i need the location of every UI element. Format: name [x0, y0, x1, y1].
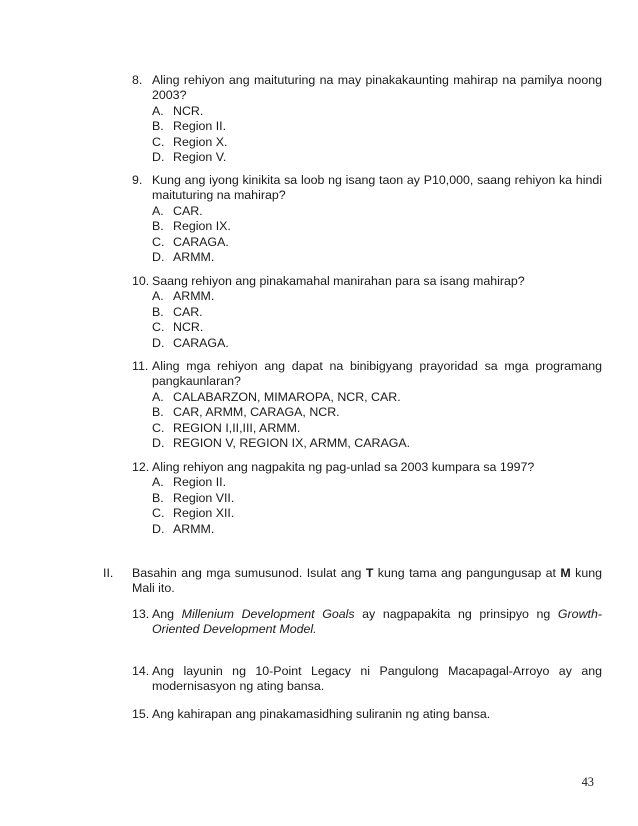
question-number: 8.	[132, 73, 143, 87]
option-a: A. CALABARZON, MIMAROPA, NCR, CAR.	[152, 389, 401, 404]
question-12	[132, 460, 602, 537]
section-instruction: Basahin ang mga sumusunod. Isulat ang T kung tama ang pangungusap at M kung Mali ito.	[132, 566, 602, 596]
question-number: 12.	[132, 460, 150, 474]
statement-13	[132, 607, 602, 638]
option-c: C. CARAGA.	[152, 234, 229, 249]
option-a: A. CAR.	[152, 203, 203, 218]
question-stem: Aling mga rehiyon ang dapat na binibigyang prayoridad sa mga programang pangkaunlaran?	[152, 359, 602, 389]
question-number: 11.	[132, 359, 149, 373]
statement-text: Ang kahirapan ang pinakamasidhing suliranin ng ating bansa.	[152, 707, 491, 721]
option-a: A. Region II.	[152, 475, 227, 490]
question-8	[132, 73, 602, 165]
question-number: 9.	[132, 173, 143, 187]
option-b: B. CAR, ARMM, CARAGA, NCR.	[152, 405, 340, 420]
question-stem: Aling rehiyon ang nagpakita ng pag-unlad sa 2003 kumpara sa 1997?	[152, 460, 535, 474]
option-c: C. REGION I,II,III, ARMM.	[152, 420, 301, 435]
option-b: B. Region VII.	[152, 490, 235, 505]
option-d: D. ARMM.	[152, 521, 215, 536]
page-number: 43	[581, 775, 594, 789]
question-number: 10.	[132, 274, 150, 288]
question-stem: Aling rehiyon ang maituturing na may pinakakaunting mahirap na pamilya noong 2003?	[152, 73, 602, 103]
options-list	[152, 475, 602, 537]
options-list	[152, 390, 602, 452]
statement-14	[132, 664, 602, 695]
question-stem: Saang rehiyon ang pinakamahal manirahan para sa isang mahirap?	[152, 274, 525, 288]
option-c: C. Region X.	[152, 134, 228, 149]
option-d: D. Region V.	[152, 150, 227, 165]
options-list	[152, 104, 602, 166]
question-9	[132, 173, 602, 265]
option-b: B. Region IX.	[152, 219, 231, 234]
statement-text: Ang Millenium Development Goals ay nagpapakita ng prinsipyo ng Growth-Oriented Development Model.	[152, 607, 602, 637]
statement-15	[132, 707, 602, 722]
statement-number: 15.	[132, 707, 150, 721]
question-stem: Kung ang iyong kinikita sa loob ng isang taon ay P10,000, saang rehiyon ka hindi maituturing na mahirap?	[152, 173, 602, 203]
option-b: B. Region II.	[152, 119, 227, 134]
option-b: B. CAR.	[152, 304, 203, 319]
option-d: D. ARMM.	[152, 250, 215, 265]
section-numeral: II.	[103, 566, 114, 580]
option-c: C. NCR.	[152, 320, 204, 335]
option-a: A. ARMM.	[152, 289, 215, 304]
statement-number: 13.	[132, 607, 150, 621]
option-d: D. REGION V, REGION IX, ARMM, CARAGA.	[152, 436, 411, 451]
option-d: D. CARAGA.	[152, 335, 229, 350]
question-11	[132, 359, 602, 451]
option-a: A. NCR.	[152, 103, 204, 118]
section-ii	[103, 566, 602, 597]
options-list	[152, 204, 602, 266]
option-c: C. Region XII.	[152, 506, 235, 521]
options-list	[152, 289, 602, 351]
question-10	[132, 274, 602, 351]
statement-text: Ang layunin ng 10-Point Legacy ni Pangulong Macapagal-Arroyo ay ang modernisasyon ng ating bansa.	[152, 664, 602, 694]
statement-number: 14.	[132, 664, 150, 678]
